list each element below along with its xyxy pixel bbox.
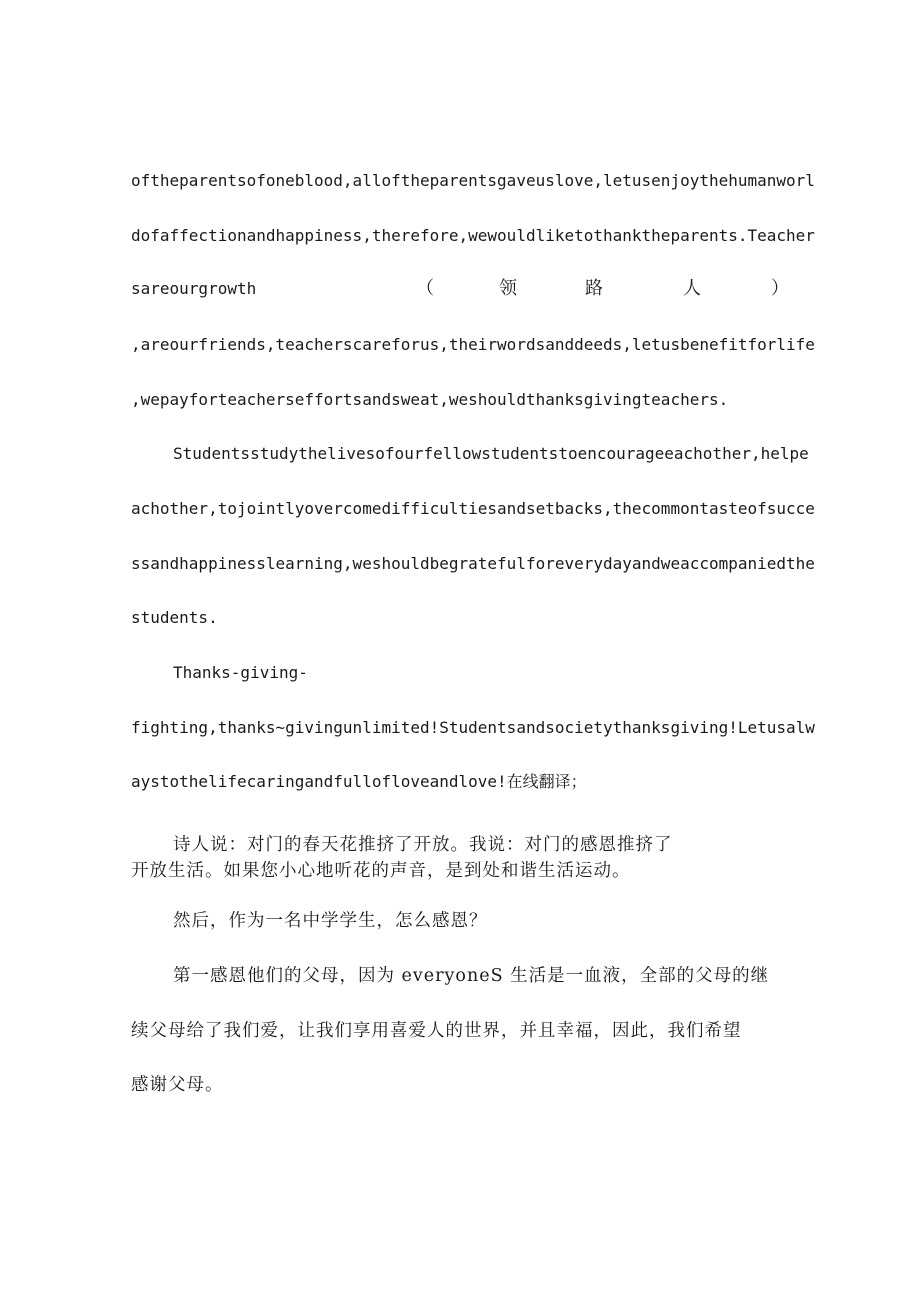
chinese-paragraph-3-line-2: 续父母给了我们爱，让我们享用喜爱人的世界，并且幸福，因此，我们希望 (131, 1021, 742, 1041)
paragraph-1-line-1: oftheparentsofoneblood,alloftheparentsgaveuslove,letusenjoythehumanworl (131, 171, 815, 190)
open-paren: （ (416, 278, 434, 299)
paragraph-2-line-1: Studentsstudythelivesofourfellowstudentstoencourageeachother,helpe (173, 444, 809, 463)
paragraph-3-line-3: aystothelifecaringandfullofloveandlove!在线翻译； (131, 772, 587, 791)
paragraph-1-line-3 (131, 278, 791, 302)
chinese-paragraph-2-line-1: 然后，作为一名中学学生，怎么感恩？ (173, 911, 488, 931)
char-ling: 领 (499, 278, 517, 299)
char-lu: 路 (585, 278, 603, 299)
chinese-paragraph-1-line-2: 开放生活。如果您小心地听花的声音，是到处和谐生活运动。 (131, 861, 631, 881)
paragraph-3-line-1: Thanks-giving- (173, 663, 308, 682)
chinese-paragraph-3-line-1: 第一感恩他们的父母，因为 everyoneS 生活是一血液，全部的父母的继 (173, 966, 770, 986)
chinese-paragraph-1-line-1: 诗人说：对门的春天花推挤了开放。我说：对门的感恩推挤了 (173, 835, 673, 855)
paragraph-1-line-3-text: sareourgrowth (131, 279, 257, 298)
paragraph-1-line-5: ,wepayforteacherseffortsandsweat,weshouldthanksgivingteachers. (131, 390, 729, 409)
paragraph-1-line-2: dofaffectionandhappiness,therefore,wewouldliketothanktheparents.Teacher (131, 226, 815, 245)
paragraph-2-line-4: students. (131, 608, 218, 627)
paragraph-2-line-2: achother,tojointlyovercomedifficultiesandsetbacks,thecommontasteofsucce (131, 499, 815, 518)
close-paren: ） (771, 278, 789, 299)
paragraph-1-line-4: ,areourfriends,teacherscareforus,theirwordsanddeeds,letusbenefitforlife (131, 335, 815, 354)
chinese-paragraph-3-line-3: 感谢父母。 (131, 1075, 224, 1095)
paragraph-3-line-2: fighting,thanks~givingunlimited!Studentsandsocietythanksgiving!Letusalw (131, 718, 815, 737)
paragraph-2-line-3: ssandhappinesslearning,weshouldbegratefulforeverydayandweaccompaniedthe (131, 554, 815, 573)
char-ren: 人 (683, 278, 701, 299)
